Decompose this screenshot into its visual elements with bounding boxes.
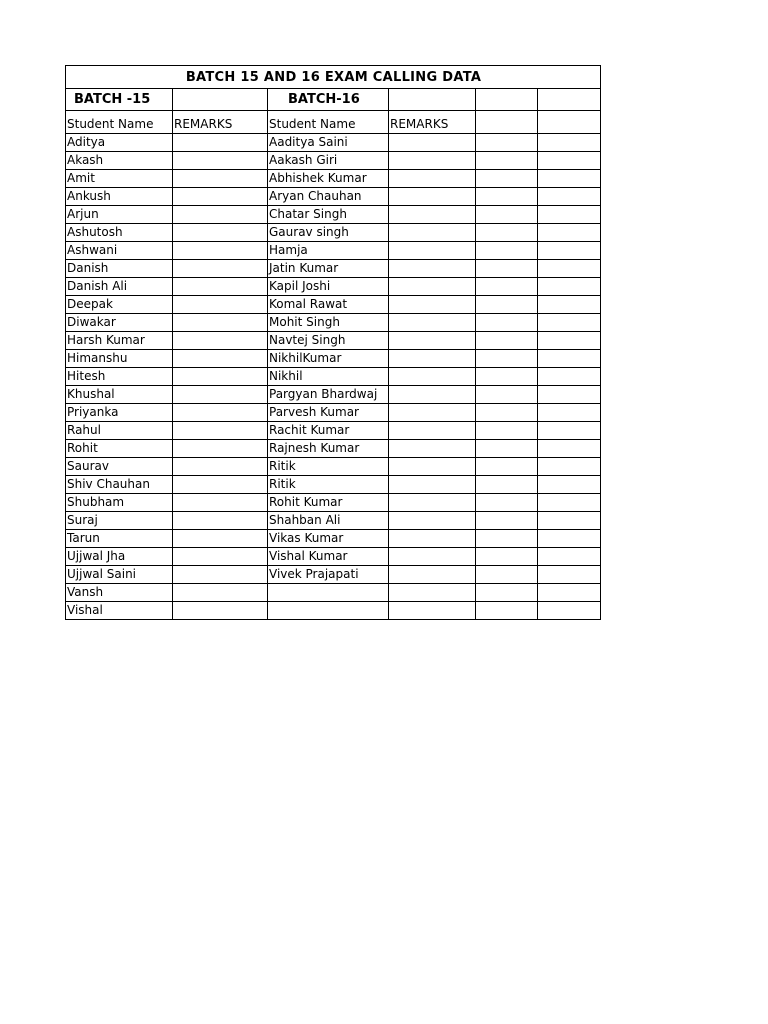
empty-cell[interactable] [538,188,601,206]
batch-16-remarks-cell[interactable] [389,566,476,584]
batch-15-remarks-cell[interactable] [173,224,268,242]
empty-cell[interactable] [476,404,538,422]
title-row [66,66,601,89]
batch-15-remarks-cell[interactable] [173,440,268,458]
empty-cell[interactable] [538,512,601,530]
empty-cell[interactable] [476,602,538,620]
batch-15-remarks-cell[interactable] [173,170,268,188]
empty-cell[interactable] [538,152,601,170]
batch-16-student-cell[interactable]: Abhishek Kumar [268,170,389,188]
batch-16-remarks-cell[interactable] [389,368,476,386]
batch-15-student-cell[interactable]: Saurav [66,458,173,476]
empty-cell[interactable] [538,494,601,512]
batch-15-remarks-cell[interactable] [173,188,268,206]
table-row [66,476,601,494]
table-row [66,404,601,422]
table-row [66,512,601,530]
batch-15-remarks-cell[interactable] [173,530,268,548]
batch-16-remarks-cell[interactable] [389,242,476,260]
empty-cell[interactable] [538,278,601,296]
batch-16-student-cell[interactable]: Hamja [268,242,389,260]
batch-15-student-cell[interactable]: Ankush [66,188,173,206]
empty-cell[interactable] [538,170,601,188]
empty-cell[interactable] [476,350,538,368]
table-row [66,152,601,170]
spreadsheet-table [65,65,601,620]
empty-cell[interactable] [476,89,538,111]
table-row [66,530,601,548]
empty-cell[interactable] [476,422,538,440]
empty-cell[interactable] [476,386,538,404]
empty-cell[interactable] [476,368,538,386]
batch-15-remarks-cell[interactable] [173,206,268,224]
batch-16-label[interactable]: BATCH-16 [268,89,389,111]
batch-15-student-cell[interactable]: Ujjwal Jha [66,548,173,566]
empty-cell[interactable] [476,458,538,476]
batch-16-remarks-cell[interactable] [389,170,476,188]
empty-cell[interactable] [476,260,538,278]
batch-15-student-cell[interactable]: Deepak [66,296,173,314]
batch-16-remarks-cell[interactable] [389,260,476,278]
batch-16-student-cell[interactable]: Shahban Ali [268,512,389,530]
batch-15-remarks-cell[interactable] [173,134,268,152]
empty-cell[interactable] [538,476,601,494]
empty-cell[interactable] [538,548,601,566]
remarks-header-15[interactable]: REMARKS [173,111,268,134]
table-row [66,314,601,332]
batch-16-remarks-cell[interactable] [389,494,476,512]
empty-cell[interactable] [476,278,538,296]
batch-16-remarks-cell[interactable] [389,530,476,548]
batch-16-remarks-cell[interactable] [389,206,476,224]
empty-cell[interactable] [476,224,538,242]
batch-15-remarks-cell[interactable] [173,584,268,602]
empty-cell[interactable] [538,224,601,242]
batch-16-student-cell[interactable]: Rachit Kumar [268,422,389,440]
batch-16-student-cell[interactable]: Komal Rawat [268,296,389,314]
empty-cell[interactable] [538,206,601,224]
table-row [66,440,601,458]
batch-16-student-cell[interactable]: Gaurav singh [268,224,389,242]
batch-15-remarks-cell[interactable] [173,386,268,404]
table-row [66,422,601,440]
batch-16-remarks-cell[interactable] [389,512,476,530]
empty-cell[interactable] [538,111,601,134]
student-name-header-15[interactable]: Student Name [66,111,173,134]
empty-cell[interactable] [538,314,601,332]
empty-cell[interactable] [538,458,601,476]
batch-16-student-cell[interactable]: NikhilKumar [268,350,389,368]
batch-15-student-cell[interactable]: Rohit [66,440,173,458]
empty-cell[interactable] [538,368,601,386]
batch-16-remarks-cell[interactable] [389,224,476,242]
batch-15-student-cell[interactable]: Danish [66,260,173,278]
batch-15-student-cell[interactable]: Akash [66,152,173,170]
remarks-header-16[interactable]: REMARKS [389,111,476,134]
table-row [66,368,601,386]
batch-15-remarks-cell[interactable] [173,332,268,350]
table-row [66,224,601,242]
empty-cell[interactable] [538,584,601,602]
batch-15-student-cell[interactable]: Ashwani [66,242,173,260]
batch-16-student-cell[interactable]: Rajnesh Kumar [268,440,389,458]
table-row [66,350,601,368]
batch-16-student-cell[interactable]: Navtej Singh [268,332,389,350]
empty-cell[interactable] [476,242,538,260]
batch-16-student-cell[interactable] [268,584,389,602]
batch-15-remarks-cell[interactable] [173,602,268,620]
batch-15-student-cell[interactable]: Himanshu [66,350,173,368]
table-row [66,296,601,314]
batch-16-remarks-cell[interactable] [389,314,476,332]
batch-16-student-cell[interactable]: Aryan Chauhan [268,188,389,206]
empty-cell[interactable] [476,314,538,332]
batch-15-remarks-cell[interactable] [173,494,268,512]
student-name-header-16[interactable]: Student Name [268,111,389,134]
batch-16-student-cell[interactable]: Vivek Prajapati [268,566,389,584]
batch-15-student-cell[interactable]: Amit [66,170,173,188]
table-row [66,242,601,260]
batch-15-student-cell[interactable]: Harsh Kumar [66,332,173,350]
empty-cell[interactable] [173,89,268,111]
table-row [66,206,601,224]
empty-cell[interactable] [538,332,601,350]
batch-15-student-cell[interactable]: Ashutosh [66,224,173,242]
table-row [66,188,601,206]
batch-15-remarks-cell[interactable] [173,152,268,170]
batch-15-student-cell[interactable]: Khushal [66,386,173,404]
batch-15-remarks-cell[interactable] [173,476,268,494]
batch-15-label[interactable]: BATCH -15 [66,89,173,111]
batch-15-student-cell[interactable]: Arjun [66,206,173,224]
batch-15-remarks-cell[interactable] [173,314,268,332]
empty-cell[interactable] [538,134,601,152]
sheet-title[interactable]: BATCH 15 AND 16 EXAM CALLING DATA [66,66,601,89]
empty-cell[interactable] [389,89,476,111]
batch-15-student-cell[interactable]: Hitesh [66,368,173,386]
empty-cell[interactable] [476,296,538,314]
batch-16-student-cell[interactable]: Ritik [268,458,389,476]
batch-16-remarks-cell[interactable] [389,584,476,602]
batch-16-remarks-cell[interactable] [389,134,476,152]
table-row [66,332,601,350]
table-row [66,260,601,278]
empty-cell[interactable] [476,188,538,206]
batch-16-remarks-cell[interactable] [389,422,476,440]
empty-cell[interactable] [476,152,538,170]
empty-cell[interactable] [538,350,601,368]
batch-16-remarks-cell[interactable] [389,278,476,296]
batch-15-student-cell[interactable]: Tarun [66,530,173,548]
batch-15-student-cell[interactable]: Rahul [66,422,173,440]
empty-cell[interactable] [476,584,538,602]
table-row [66,458,601,476]
empty-cell[interactable] [476,512,538,530]
batch-15-remarks-cell[interactable] [173,368,268,386]
column-header-row [66,111,601,134]
batch-label-row [66,89,601,111]
table-row [66,170,601,188]
empty-cell[interactable] [476,494,538,512]
empty-cell[interactable] [538,530,601,548]
batch-16-student-cell[interactable] [268,602,389,620]
batch-16-student-cell[interactable]: Jatin Kumar [268,260,389,278]
batch-15-remarks-cell[interactable] [173,242,268,260]
batch-15-remarks-cell[interactable] [173,458,268,476]
empty-cell[interactable] [538,602,601,620]
table-row [66,386,601,404]
empty-cell[interactable] [538,296,601,314]
empty-cell[interactable] [476,476,538,494]
table-row [66,134,601,152]
empty-cell[interactable] [538,89,601,111]
batch-16-remarks-cell[interactable] [389,350,476,368]
batch-15-remarks-cell[interactable] [173,404,268,422]
batch-16-remarks-cell[interactable] [389,602,476,620]
empty-cell[interactable] [538,440,601,458]
batch-16-student-cell[interactable]: Kapil Joshi [268,278,389,296]
empty-cell[interactable] [476,530,538,548]
empty-cell[interactable] [476,134,538,152]
table-row [66,494,601,512]
table-row [66,602,601,620]
batch-16-remarks-cell[interactable] [389,476,476,494]
batch-15-student-cell[interactable]: Ujjwal Saini [66,566,173,584]
batch-16-remarks-cell[interactable] [389,152,476,170]
batch-15-student-cell[interactable]: Shiv Chauhan [66,476,173,494]
empty-cell[interactable] [538,422,601,440]
batch-15-remarks-cell[interactable] [173,260,268,278]
batch-15-remarks-cell[interactable] [173,548,268,566]
batch-16-student-cell[interactable]: Chatar Singh [268,206,389,224]
batch-16-student-cell[interactable]: Pargyan Bhardwaj [268,386,389,404]
batch-16-student-cell[interactable]: Parvesh Kumar [268,404,389,422]
batch-15-remarks-cell[interactable] [173,296,268,314]
batch-15-remarks-cell[interactable] [173,512,268,530]
batch-15-student-cell[interactable]: Priyanka [66,404,173,422]
batch-16-remarks-cell[interactable] [389,440,476,458]
empty-cell[interactable] [476,566,538,584]
table-row [66,566,601,584]
batch-15-student-cell[interactable]: Diwakar [66,314,173,332]
empty-cell[interactable] [538,386,601,404]
empty-cell[interactable] [476,206,538,224]
batch-16-student-cell[interactable]: Vishal Kumar [268,548,389,566]
batch-16-remarks-cell[interactable] [389,296,476,314]
batch-16-remarks-cell[interactable] [389,404,476,422]
empty-cell[interactable] [476,440,538,458]
batch-16-student-cell[interactable]: Vikas Kumar [268,530,389,548]
batch-15-remarks-cell[interactable] [173,566,268,584]
batch-15-student-cell[interactable]: Aditya [66,134,173,152]
batch-15-student-cell[interactable]: Vansh [66,584,173,602]
batch-16-remarks-cell[interactable] [389,332,476,350]
table-row [66,278,601,296]
table-row [66,548,601,566]
batch-15-student-cell[interactable]: Danish Ali [66,278,173,296]
batch-16-remarks-cell[interactable] [389,386,476,404]
batch-15-remarks-cell[interactable] [173,278,268,296]
batch-15-student-cell[interactable]: Shubham [66,494,173,512]
batch-16-remarks-cell[interactable] [389,458,476,476]
batch-15-student-cell[interactable]: Vishal [66,602,173,620]
batch-15-remarks-cell[interactable] [173,350,268,368]
batch-16-student-cell[interactable]: Mohit Singh [268,314,389,332]
batch-16-student-cell[interactable]: Nikhil [268,368,389,386]
empty-cell[interactable] [538,242,601,260]
empty-cell[interactable] [476,170,538,188]
batch-16-remarks-cell[interactable] [389,188,476,206]
empty-cell[interactable] [476,332,538,350]
empty-cell[interactable] [538,566,601,584]
batch-16-student-cell[interactable]: Aakash Giri [268,152,389,170]
batch-15-remarks-cell[interactable] [173,422,268,440]
batch-15-student-cell[interactable]: Suraj [66,512,173,530]
empty-cell[interactable] [476,111,538,134]
empty-cell[interactable] [538,260,601,278]
empty-cell[interactable] [476,548,538,566]
batch-16-student-cell[interactable]: Aaditya Saini [268,134,389,152]
table-row [66,584,601,602]
empty-cell[interactable] [538,404,601,422]
batch-16-student-cell[interactable]: Rohit Kumar [268,494,389,512]
batch-16-student-cell[interactable]: Ritik [268,476,389,494]
batch-16-remarks-cell[interactable] [389,548,476,566]
